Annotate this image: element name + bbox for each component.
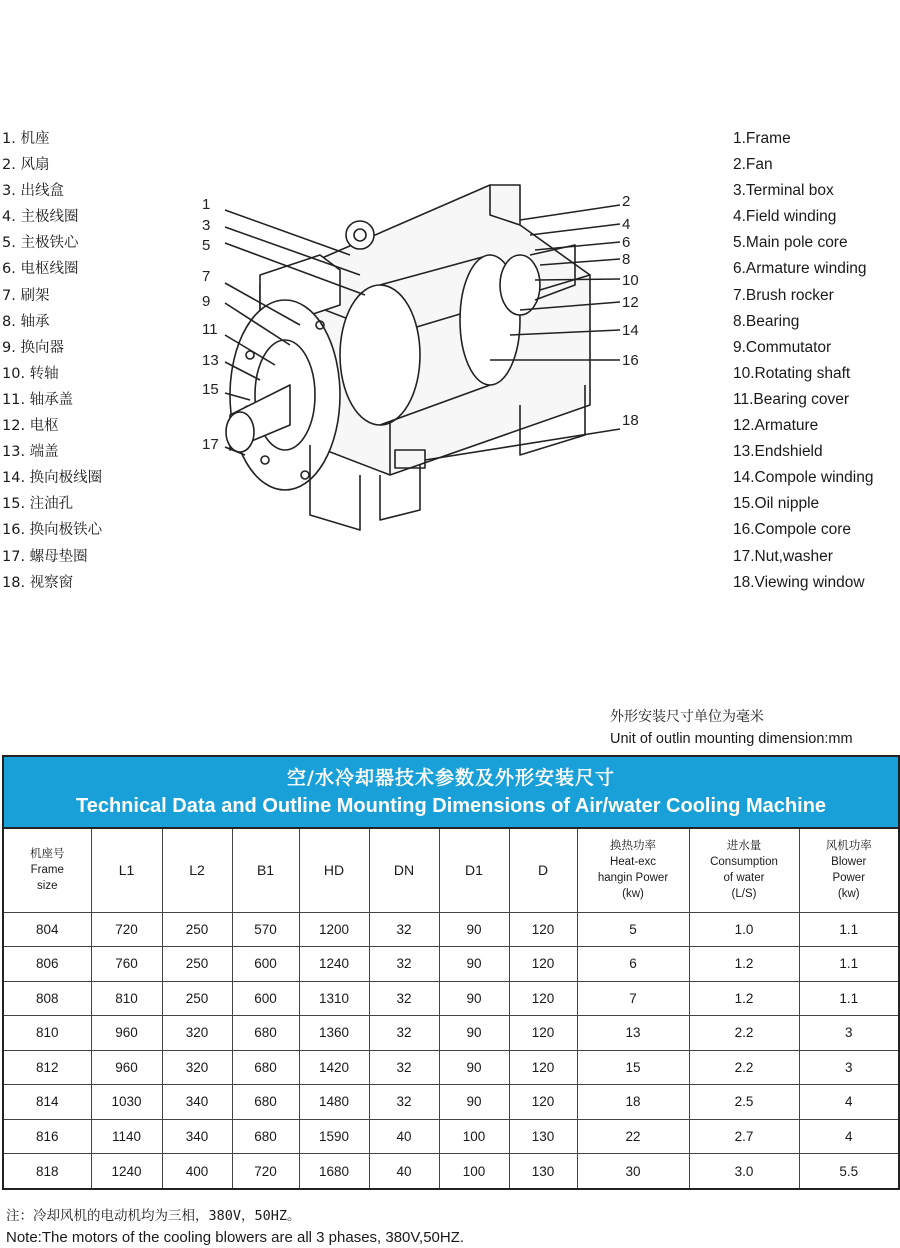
table-row [4, 1050, 898, 1085]
table-cell: 100 [439, 1154, 509, 1189]
table-row [4, 947, 898, 982]
column-header-line: (kw) [837, 888, 860, 901]
table-cell: 340 [162, 1119, 232, 1154]
part-cn-item: 15. 注油孔 [2, 496, 74, 513]
table-cell: 960 [91, 1050, 162, 1085]
column-header-line: DN [393, 862, 415, 879]
table-cell: 720 [91, 912, 162, 947]
spec-table-banner [4, 757, 898, 829]
table-cell: 13 [577, 1016, 689, 1051]
table-cell: 32 [369, 981, 439, 1016]
table-cell: 1360 [299, 1016, 369, 1051]
table-cell: 32 [369, 1016, 439, 1051]
table-cell: 1680 [299, 1154, 369, 1189]
part-cn-item: 12. 电枢 [2, 418, 59, 435]
part-en-item: 2.Fan [733, 156, 773, 174]
footnote-cn: 注：冷却风机的电动机均为三相，380V，50HZ。 [6, 1208, 301, 1224]
part-cn-item: 13. 端盖 [2, 444, 59, 461]
table-cell: 6 [577, 947, 689, 982]
column-header [577, 829, 689, 912]
callout-16: 16 [622, 352, 639, 369]
table-cell: 1.2 [689, 947, 799, 982]
spec-table-panel [2, 755, 900, 1190]
column-header-line: (kw) [622, 888, 644, 901]
column-header-line: hangin Power [597, 872, 669, 885]
table-cell: 806 [4, 947, 91, 982]
table-row [4, 981, 898, 1016]
column-header-line: Blower [831, 856, 867, 869]
table-cell: 810 [4, 1016, 91, 1051]
table-cell: 4 [799, 1119, 898, 1154]
callout-4: 4 [622, 216, 631, 233]
table-cell: 32 [369, 1050, 439, 1085]
table-body [4, 912, 898, 1188]
table-cell: 1590 [299, 1119, 369, 1154]
table-cell: 250 [162, 947, 232, 982]
table-cell: 680 [232, 1016, 299, 1051]
table-cell: 1240 [91, 1154, 162, 1189]
table-cell: 32 [369, 1085, 439, 1120]
table-cell: 600 [232, 981, 299, 1016]
table-cell: 2.5 [689, 1085, 799, 1120]
unit-note-en: Unit of outlin mounting dimension:mm [610, 731, 853, 747]
table-cell: 760 [91, 947, 162, 982]
table-cell: 3 [799, 1016, 898, 1051]
column-header-line: L2 [189, 862, 205, 879]
table-cell: 400 [162, 1154, 232, 1189]
table-cell: 90 [439, 912, 509, 947]
column-header [439, 829, 509, 912]
table-cell: 1.0 [689, 912, 799, 947]
table-cell: 15 [577, 1050, 689, 1085]
part-en-item: 9.Commutator [733, 338, 832, 356]
parts-list-chinese [2, 128, 152, 598]
table-cell: 32 [369, 912, 439, 947]
column-header-line: (L/S) [731, 888, 757, 901]
callout-9: 9 [202, 293, 211, 310]
table-cell: 3.0 [689, 1154, 799, 1189]
part-cn-item: 1. 机座 [2, 131, 50, 147]
table-cell: 7 [577, 981, 689, 1016]
table-row [4, 912, 898, 947]
table-cell: 250 [162, 981, 232, 1016]
table-row [4, 1154, 898, 1189]
part-en-item: 4.Field winding [733, 208, 837, 226]
part-cn-item: 16. 换向极铁心 [2, 522, 103, 539]
callout-15: 15 [202, 381, 219, 398]
part-cn-item: 3. 出线盒 [2, 183, 64, 200]
part-cn-item: 8. 轴承 [2, 313, 50, 330]
table-cell: 1.1 [799, 947, 898, 982]
part-cn-item: 7. 刷架 [2, 287, 50, 304]
table-cell: 120 [509, 1085, 577, 1120]
part-en-item: 17.Nut,washer [733, 547, 833, 565]
table-cell: 570 [232, 912, 299, 947]
column-header [299, 829, 369, 912]
column-header [799, 829, 898, 912]
part-en-item: 12.Armature [733, 417, 819, 435]
table-cell: 1420 [299, 1050, 369, 1085]
table-cell: 2.2 [689, 1050, 799, 1085]
part-en-item: 16.Compole core [733, 521, 852, 539]
callout-14: 14 [622, 322, 639, 339]
table-cell: 1480 [299, 1085, 369, 1120]
table-cell: 320 [162, 1016, 232, 1051]
callout-12: 12 [622, 294, 639, 311]
column-header-line: size [37, 880, 58, 893]
table-cell: 130 [509, 1119, 577, 1154]
part-en-item: 13.Endshield [733, 443, 823, 461]
part-cn-item: 2. 风扇 [2, 157, 50, 174]
column-header [509, 829, 577, 912]
column-header-line: 进水量 [726, 840, 762, 853]
table-cell: 90 [439, 981, 509, 1016]
table-cell: 90 [439, 1016, 509, 1051]
spec-table-title-en: Technical Data and Outline Mounting Dimensions of Air/water Cooling Machine [75, 795, 827, 817]
callout-5: 5 [202, 237, 211, 254]
callout-11: 11 [202, 321, 218, 338]
table-cell: 4 [799, 1085, 898, 1120]
column-header-line: B1 [256, 862, 275, 879]
table-cell: 720 [232, 1154, 299, 1189]
parts-list-english [733, 128, 898, 598]
table-header-row [4, 829, 898, 912]
footnote-en: Note:The motors of the cooling blowers are all 3 phases, 380V,50HZ. [6, 1229, 465, 1246]
column-header-line: of water [723, 872, 765, 885]
column-header-line: 风机功率 [825, 840, 872, 853]
table-cell: 120 [509, 912, 577, 947]
spec-table-title-cn: 空/水冷却器技术参数及外形安装尺寸 [287, 767, 615, 789]
part-en-item: 11.Bearing cover [733, 390, 850, 408]
table-cell: 808 [4, 981, 91, 1016]
table-cell: 100 [439, 1119, 509, 1154]
column-header [369, 829, 439, 912]
table-cell: 1.2 [689, 981, 799, 1016]
table-cell: 120 [509, 1016, 577, 1051]
table-cell: 120 [509, 981, 577, 1016]
column-header [4, 829, 91, 912]
part-en-item: 10.Rotating shaft [733, 364, 851, 382]
callout-1: 1 [202, 196, 211, 213]
table-cell: 2.2 [689, 1016, 799, 1051]
column-header-line: Frame [30, 864, 64, 877]
column-header-line: Heat-exc [609, 856, 657, 869]
callout-10: 10 [622, 272, 639, 289]
table-cell: 90 [439, 1050, 509, 1085]
table-cell: 810 [91, 981, 162, 1016]
part-en-item: 8.Bearing [733, 312, 800, 330]
table-cell: 40 [369, 1154, 439, 1189]
table-cell: 5.5 [799, 1154, 898, 1189]
column-header-line: 机座号 [30, 848, 65, 861]
column-header-line: HD [323, 862, 345, 879]
table-cell: 680 [232, 1085, 299, 1120]
column-header-line: Consumption [710, 856, 778, 869]
table-cell: 40 [369, 1119, 439, 1154]
table-cell: 1240 [299, 947, 369, 982]
part-en-item: 5.Main pole core [733, 234, 848, 252]
column-header-line: D1 [465, 862, 483, 879]
table-cell: 804 [4, 912, 91, 947]
table-cell: 3 [799, 1050, 898, 1085]
part-cn-item: 17. 螺母垫圈 [2, 548, 88, 565]
table-cell: 30 [577, 1154, 689, 1189]
unit-note [610, 706, 900, 750]
table-cell: 120 [509, 947, 577, 982]
part-cn-item: 9. 换向器 [2, 339, 64, 356]
table-cell: 1.1 [799, 912, 898, 947]
table-cell: 340 [162, 1085, 232, 1120]
table-row [4, 1085, 898, 1120]
motor-drawing [190, 175, 660, 550]
table-cell: 1200 [299, 912, 369, 947]
table-cell: 32 [369, 947, 439, 982]
table-cell: 818 [4, 1154, 91, 1189]
table-cell: 680 [232, 1050, 299, 1085]
column-header [162, 829, 232, 912]
column-header-line: D [537, 862, 549, 879]
part-en-item: 18.Viewing window [733, 573, 865, 591]
column-header [689, 829, 799, 912]
callout-7: 7 [202, 268, 211, 285]
part-en-item: 6.Armature winding [733, 260, 867, 278]
part-en-item: 7.Brush rocker [733, 286, 834, 304]
table-cell: 1140 [91, 1119, 162, 1154]
part-en-item: 14.Compole winding [733, 469, 874, 487]
callout-8: 8 [622, 251, 631, 268]
table-cell: 90 [439, 1085, 509, 1120]
table-cell: 130 [509, 1154, 577, 1189]
callout-2: 2 [622, 193, 631, 210]
part-cn-item: 14. 换向极线圈 [2, 470, 103, 487]
column-header-line: 换热功率 [610, 840, 656, 853]
unit-note-cn: 外形安装尺寸单位为毫米 [610, 709, 764, 725]
table-row [4, 1119, 898, 1154]
table-cell: 680 [232, 1119, 299, 1154]
table-cell: 814 [4, 1085, 91, 1120]
table-row [4, 1016, 898, 1051]
table-cell: 5 [577, 912, 689, 947]
footnote [6, 1206, 896, 1248]
table-cell: 812 [4, 1050, 91, 1085]
part-en-item: 3.Terminal box [733, 182, 834, 200]
table-cell: 22 [577, 1119, 689, 1154]
part-cn-item: 5. 主极铁心 [2, 235, 79, 252]
table-cell: 1030 [91, 1085, 162, 1120]
column-header-line: L1 [118, 862, 135, 879]
callout-17: 17 [202, 436, 219, 453]
part-cn-item: 11. 轴承盖 [2, 391, 74, 408]
callout-3: 3 [202, 217, 211, 234]
table-cell: 120 [509, 1050, 577, 1085]
part-cn-item: 6. 电枢线圈 [2, 261, 79, 278]
motor-cutaway-diagram [190, 175, 660, 550]
table-cell: 960 [91, 1016, 162, 1051]
callout-18: 18 [622, 412, 639, 429]
column-header [91, 829, 162, 912]
table-cell: 1310 [299, 981, 369, 1016]
table-cell: 2.7 [689, 1119, 799, 1154]
table-cell: 320 [162, 1050, 232, 1085]
table-cell: 90 [439, 947, 509, 982]
part-cn-item: 10. 转轴 [2, 365, 59, 382]
table-cell: 18 [577, 1085, 689, 1120]
part-cn-item: 18. 视察窗 [2, 574, 74, 591]
spec-table [4, 829, 898, 1188]
part-cn-item: 4. 主极线圈 [2, 209, 79, 226]
column-header [232, 829, 299, 912]
callout-13: 13 [202, 352, 219, 369]
column-header-line: Power [832, 872, 866, 885]
table-cell: 600 [232, 947, 299, 982]
part-en-item: 15.Oil nipple [733, 495, 820, 513]
callout-6: 6 [622, 234, 631, 251]
table-cell: 1.1 [799, 981, 898, 1016]
table-cell: 816 [4, 1119, 91, 1154]
part-en-item: 1.Frame [733, 130, 791, 147]
table-cell: 250 [162, 912, 232, 947]
